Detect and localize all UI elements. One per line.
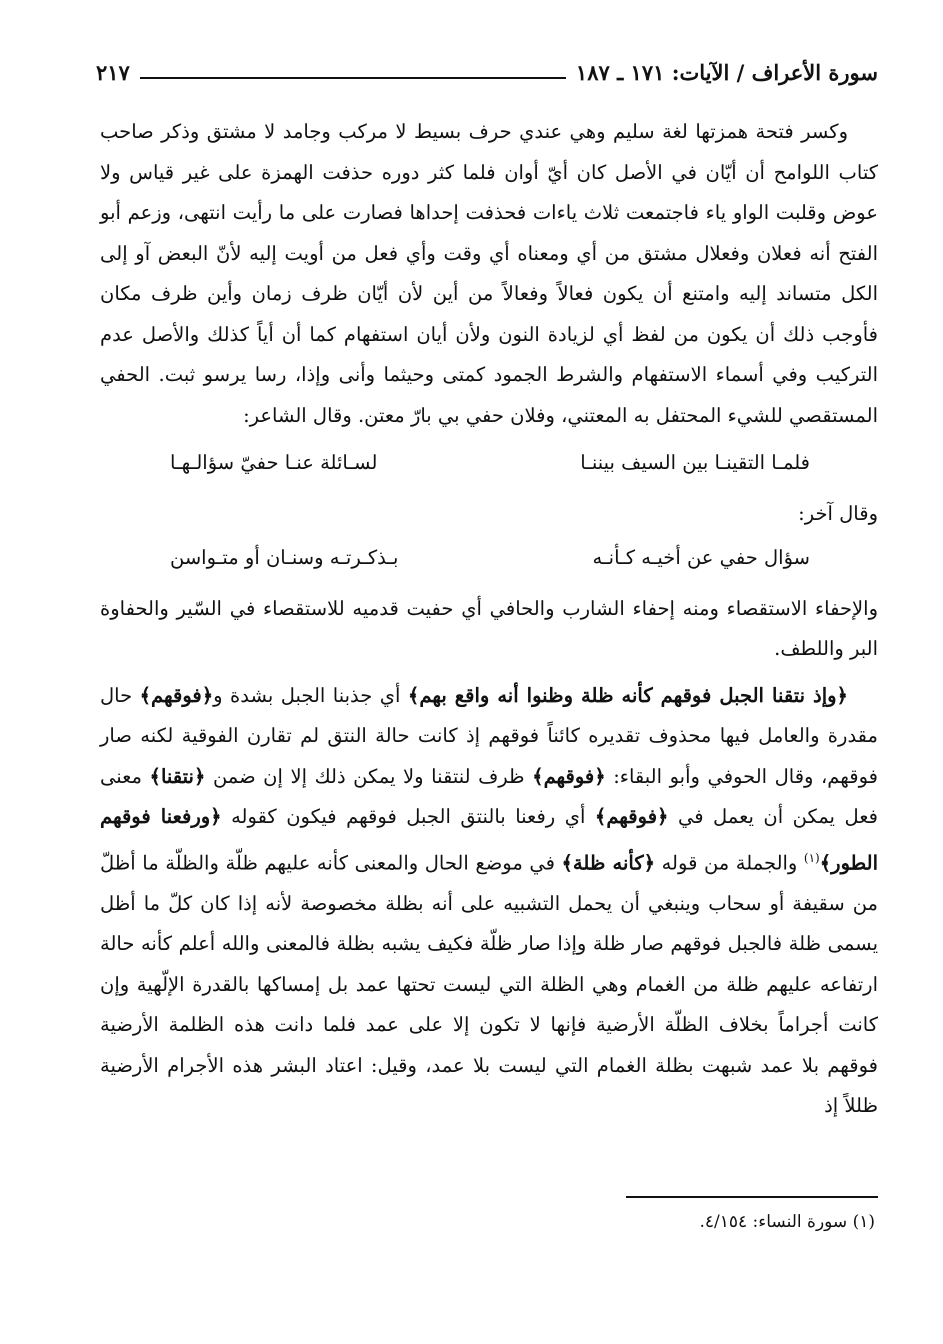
header-rule [140, 77, 566, 79]
text-segment: ظرف لنتقنا ولا يمكن ذلك إلا إن ضمن [205, 764, 533, 788]
quran-quote: ﴿ورفعنا فوقهم الطور﴾ [100, 805, 879, 874]
verse-first-hemistich: سؤال حفي عن أخيـه كـأنـه [592, 545, 810, 569]
text-segment: حال مقدرة والعامل فيها محذوف تقديره كائناً فوقهم إذ كانت حالة النتق لم تقارن الفوقية لكنه صار فوقهم، وقال الحوفي وأبو البقاء: [100, 683, 878, 788]
verse-intro: وقال آخر: [798, 502, 878, 525]
text-segment: معنى فعل يمكن أن يعمل في [100, 764, 878, 828]
text-segment: أي جذبنا الجبل بشدة و [213, 683, 408, 707]
paragraph: والإحفاء الاستقصاء ومنه إحفاء الشارب والحافي أي حفيت قدميه للاستقصاء في السّير والحفاوة البر واللطف. [100, 596, 878, 660]
footnote: (١) سورة النساء: ٤/١٥٤. [699, 1212, 875, 1232]
main-text [100, 112, 878, 1127]
poetry-verse [100, 535, 878, 581]
running-title: سورة الأعراف / الآيات: ١٧١ ـ ١٨٧ [575, 59, 878, 85]
verse-first-hemistich: فلمـا التقينـا بين السيف بيننـا [580, 451, 810, 474]
quran-quote: ﴿فوقهم﴾ [139, 683, 214, 707]
quran-quote: ﴿فوقهم﴾ [532, 764, 606, 788]
quran-quote: ﴿نتقنا﴾ [149, 764, 206, 788]
verse-second-hemistich: بـذكـرتـه وسنـان أو متـواسن [170, 545, 399, 569]
verse-second-hemistich: لسـائلة عنـا حفيّ سؤالـهـا [170, 451, 378, 474]
page-header [96, 54, 878, 90]
text-segment: أي رفعنا بالنتق الجبل فوقهم فيكون كقوله [221, 805, 595, 828]
quran-quote: ﴿وإذ نتقنا الجبل فوقهم كأنه ظلة وظنوا أنه واقع بهم﴾ [407, 683, 848, 707]
quran-quote: ﴿فوقهم﴾ [594, 805, 669, 828]
text-segment: في موضع الحال والمعنى كأنه عليهم ظلّة والظلّة ما أظلّ من سقيفة أو سحاب وينبغي أن يحمل التشبيه على أنه بظلة مخصوصة لأنه إذا كان كلّ ما أظل يسمى ظلة فالجبل فوقهم صار ظلة وإذا صار ظلّة فكيف يشبه بظلة فالمعنى والله أعلم كأنه حالة ارتفاعه عليهم ظلة من الغمام وهي الظلة التي ليست تحتها عمد بل إمساكها بالقدرة الإلّهية وإن كانت أجراماً بخلاف الظلّة الأرضية فإنها لا تكون إلا على عمد فلما دانت هذه الظلمة الأرضية فوقهم بلا عمد شبهت بظلة الغمام التي ليست بلا عمد، وقيل: اعتاد البشر هذه الأجرام الأرضية ظللاً إذ [100, 851, 878, 1117]
footnote-divider [626, 1196, 878, 1198]
page-number: ٢١٧ [96, 59, 130, 85]
quran-quote: ﴿كأنه ظلة﴾ [561, 851, 656, 874]
commentary-paragraph [100, 676, 878, 1127]
paragraph: وكسر فتحة همزتها لغة سليم وهي عندي حرف بسيط لا مركب وجامد لا مشتق وذكر صاحب كتاب اللوامح أن أيّان في الأصل كان أيّ أوان فلما كثر دوره حذفت الهمزة على غير قياس ولا عوض وقلبت الواو ياء فاجتمعت ثلاث ياءات فحذفت إحداها فصارت على ما رأيت انتهى، وزعم أبو الفتح أنه فعلان وفعلال مشتق من أي ومعناه أي وقت وأي فعل من أويت إليه لأنّ البعض آو إلى الكل متساند إليه وامتنع أن يكون فعالاً وفعالاً من أين لأن أيّان ظرف زمان وأين ظرف مكان فأوجب ذلك أن يكون من لفظ أي لزيادة النون ولأن أيان استفهام كما أن أياً كذلك والأصل عدم التركيب وفي أسماء الاستفهام والشرط الجمود كمتى وحيثما وأنى وإذا، رسا يرسو ثبت. الحفي المستقصي للشيء المحتفل به المعتني، وفلان حفي بي بارّ معتن. وقال الشاعر: [100, 120, 878, 427]
poetry-verse [100, 440, 878, 486]
footnote-reference[interactable]: (١) [803, 850, 820, 865]
text-segment: والجملة من قوله [655, 851, 804, 874]
